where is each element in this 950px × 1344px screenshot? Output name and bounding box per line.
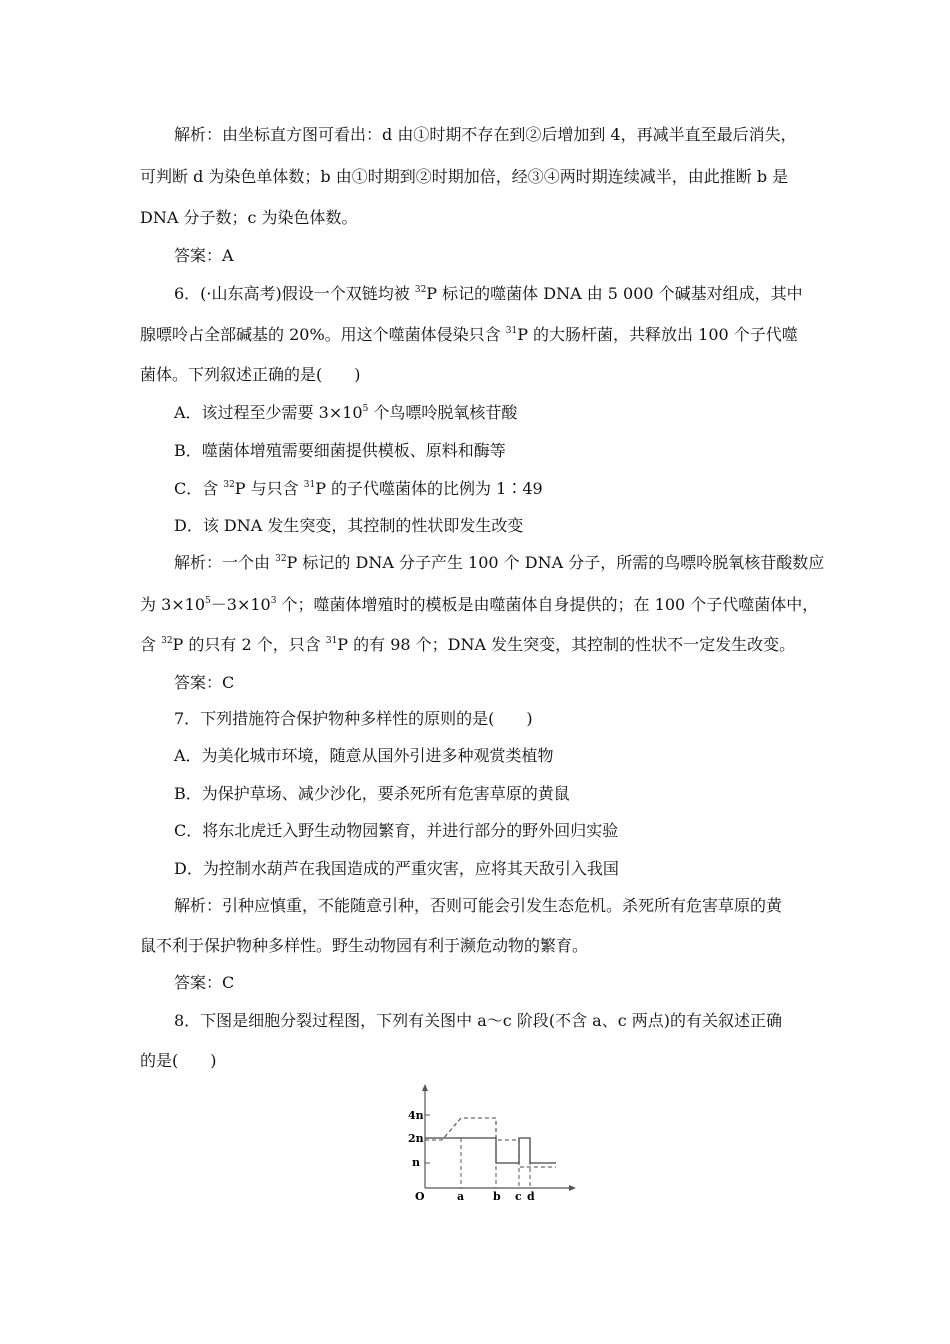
- q6-option-b: B．噬菌体增殖需要细菌提供模板、原料和酶等: [174, 441, 506, 460]
- q6-analysis-line-2: 为 $3\times 10^5-3\times 10^3$ 个；噬菌体增殖时的模板是由噬菌体自身提供的；在 100 个子代噬菌体中，: [140, 595, 819, 614]
- cell-division-figure: [400, 1080, 580, 1205]
- y-tick-n: n: [412, 1156, 420, 1169]
- q7-answer: 答案：C: [174, 973, 235, 992]
- x-tick-d: d: [527, 1190, 535, 1203]
- q6-stem-line-1: 6．(·山东高考)假设一个双链均被 $^{32}$P 标记的噬菌体 DNA 由 5 000 个碱基对组成，其中: [174, 284, 803, 303]
- q7-option-c: C．将东北虎迁入野生动物园繁育，并进行部分的野外回归实验: [174, 821, 619, 840]
- q7-option-a: A．为美化城市环境，随意从国外引进多种观赏类植物: [174, 746, 554, 765]
- q7-analysis-line-2: 鼠不利于保护物种多样性。野生动物园有利于濒危动物的繁育。: [140, 936, 589, 955]
- x-tick-a: a: [457, 1190, 465, 1203]
- q6-option-c: C．含 $^{32}$P 与只含 $^{31}$P 的子代噬菌体的比例为 1∶49: [174, 479, 543, 498]
- x-tick-o: O: [415, 1190, 425, 1203]
- q7-option-b: B．为保护草场、减少沙化，要杀死所有危害草原的黄鼠: [174, 784, 570, 803]
- q6-option-a: A．该过程至少需要 $3\times 10^5$ 个鸟嘌呤脱氧核苷酸: [174, 403, 518, 422]
- solid-curve: [425, 1138, 556, 1163]
- y-tick-2n: 2n: [408, 1132, 424, 1145]
- x-tick-b: b: [493, 1190, 501, 1203]
- q6-analysis-line-1: 解析：一个由 $^{32}$P 标记的 DNA 分子产生 100 个 DNA 分子，所需的鸟嘌呤脱氧核苷酸数应: [174, 553, 825, 572]
- q8-stem-line-1: 8．下图是细胞分裂过程图，下列有关图中 a～c 阶段(不含 a、c 两点)的有关叙述正确: [174, 1011, 783, 1030]
- q7-analysis-line-1: 解析：引种应慎重，不能随意引种，否则可能会引发生态危机。杀死所有危害草原的黄: [174, 896, 783, 915]
- q6-stem-line-3: 菌体。下列叙述正确的是( ): [140, 365, 361, 384]
- y-tick-4n: 4n: [408, 1109, 424, 1122]
- q6-answer: 答案：C: [174, 673, 235, 692]
- q5-analysis-line-2: 可判断 d 为染色单体数；b 由①时期到②时期加倍，经③④两时期连续减半，由此推断 b 是: [140, 167, 789, 186]
- q8-stem-line-2: 的是( ): [140, 1051, 217, 1070]
- x-axis-arrow: [569, 1185, 576, 1191]
- x-tick-c: c: [515, 1190, 522, 1203]
- q5-answer: 答案：A: [174, 246, 234, 265]
- q6-option-d: D．该 DNA 发生突变，其控制的性状即发生改变: [174, 516, 524, 535]
- y-axis-arrow: [422, 1084, 428, 1091]
- dashed-curve: [425, 1118, 556, 1167]
- q7-option-d: D．为控制水葫芦在我国造成的严重灾害，应将其天敌引入我国: [174, 859, 619, 878]
- q5-analysis-line-3: DNA 分子数；c 为染色体数。: [140, 208, 358, 227]
- q7-stem: 7．下列措施符合保护物种多样性的原则的是( ): [174, 709, 533, 728]
- q6-analysis-line-3: 含 $^{32}$P 的只有 2 个，只含 $^{31}$P 的有 98 个；DNA 发生突变，其控制的性状不一定发生改变。: [140, 635, 796, 654]
- q5-analysis-line-1: 解析：由坐标直方图可看出：d 由①时期不存在到②后增加到 4，再减半直至最后消失，: [174, 125, 797, 144]
- q6-stem-line-2: 腺嘌呤占全部碱基的 20%。用这个噬菌体侵染只含 $^{31}$P 的大肠杆菌，共释放出 100 个子代噬: [140, 325, 798, 344]
